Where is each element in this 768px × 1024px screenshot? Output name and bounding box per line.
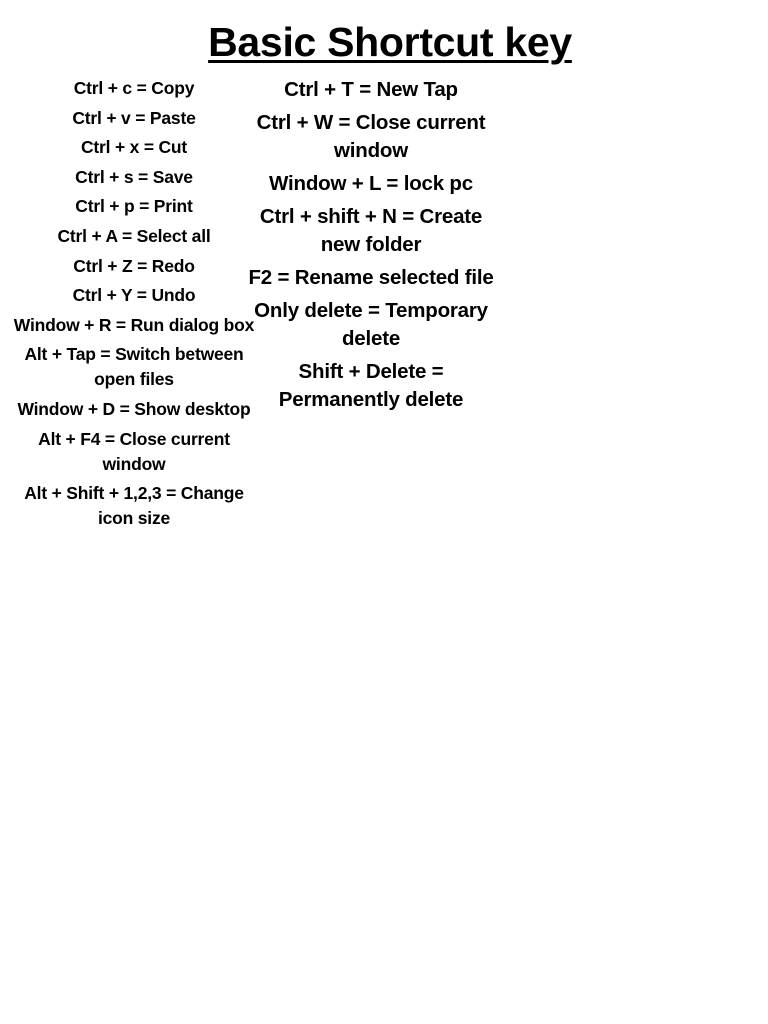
shortcut-item: F2 = Rename selected file [248,266,494,289]
shortcut-item: Only delete = Temporary delete [254,299,488,350]
shortcut-item: Window + R = Run dialog box [13,314,255,335]
shortcut-list-left [10,76,258,578]
shortcut-item: Ctrl + W = Close current window [256,111,486,162]
shortcut-item: Shift + Delete = Permanently delete [278,360,464,411]
shortcut-item: Ctrl + s = Save [75,166,193,187]
shortcut-item: Ctrl + p = Print [75,196,193,217]
shortcut-item: Alt + Shift + 1,2,3 = Change icon size [24,483,244,529]
page-title: Basic Shortcut key [208,19,572,65]
shortcut-item: Ctrl + A = Select all [57,225,211,246]
shortcut-item: Ctrl + v = Paste [72,107,196,128]
shortcut-item: Window + L = lock pc [269,172,473,195]
shortcut-item: Alt + F4 = Close current window [38,428,230,474]
shortcut-item: Alt + Tap = Switch between open files [24,344,244,390]
shortcut-item: Ctrl + c = Copy [73,78,195,98]
shortcut-item: Ctrl + x = Cut [80,137,188,158]
shortcut-item: Ctrl + Y = Undo [72,285,196,306]
shortcut-item: Ctrl + Z = Redo [73,255,195,276]
shortcut-item: Window + D = Show desktop [17,398,251,419]
shortcut-list-right [246,76,496,419]
shortcut-item: Ctrl + T = New Tap [284,78,458,101]
shortcut-item: Ctrl + shift + N = Create new folder [259,205,483,256]
